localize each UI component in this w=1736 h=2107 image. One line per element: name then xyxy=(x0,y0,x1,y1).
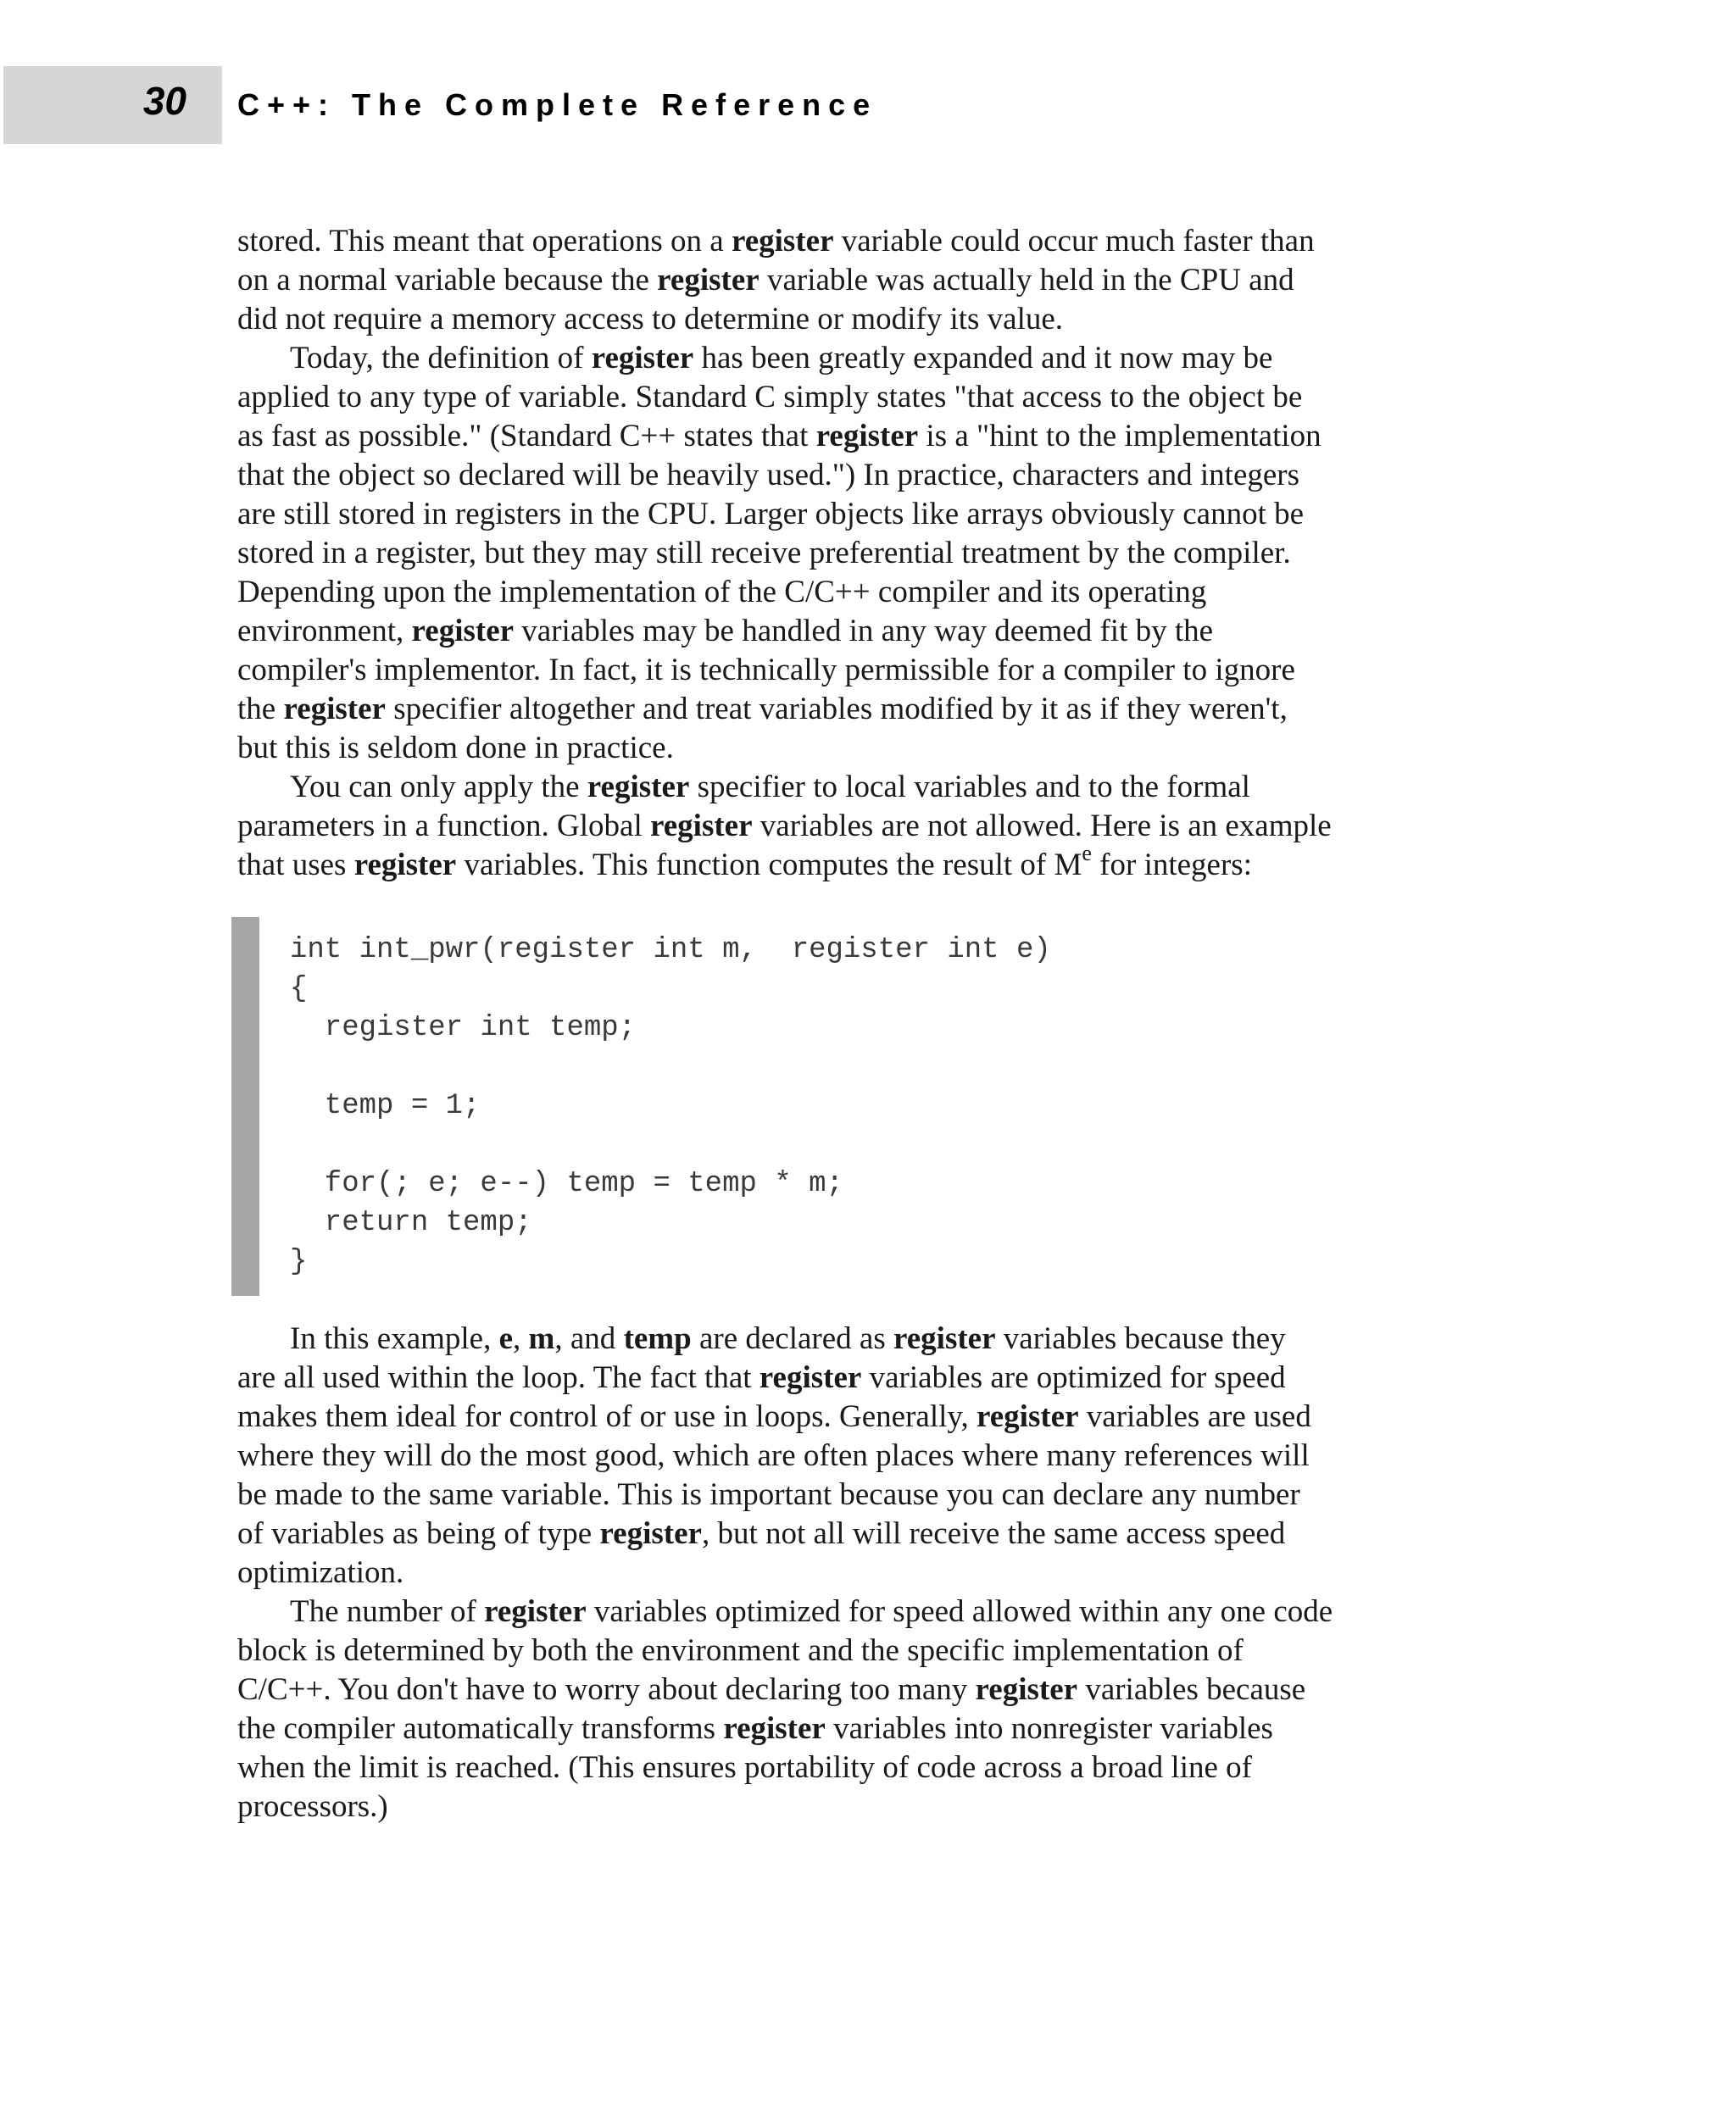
text-line xyxy=(237,651,1492,690)
keyword-bold: register xyxy=(723,1711,826,1746)
text-run: that uses xyxy=(237,848,354,882)
text-run: is a "hint to the implementation xyxy=(918,419,1321,453)
code-line: for(; e; e--) temp = temp * m; xyxy=(290,1168,843,1200)
keyword-bold: register xyxy=(353,848,457,882)
code-line: } xyxy=(290,1246,308,1278)
keyword-bold: register xyxy=(650,809,753,843)
text-run: applied to any type of variable. Standard C simply states "that access to the object be xyxy=(237,380,1303,414)
text-line xyxy=(237,1593,1492,1632)
text-run: variables are optimized for speed xyxy=(861,1360,1286,1395)
body-text-top xyxy=(237,222,1492,885)
text-line xyxy=(237,417,1492,456)
text-run: , and xyxy=(554,1321,624,1356)
text-run: parameters in a function. Global xyxy=(237,809,650,843)
keyword-bold: temp xyxy=(623,1321,692,1356)
page-number: 30 xyxy=(142,79,186,123)
text-run: are declared as xyxy=(691,1321,893,1356)
text-run: where they will do the most good, which are often places where many references will xyxy=(237,1438,1310,1473)
keyword-bold: register xyxy=(893,1321,996,1356)
text-run: You can only apply the xyxy=(290,770,587,804)
text-run: variables because xyxy=(1077,1672,1306,1707)
text-run: are still stored in registers in the CPU. Larger objects like arrays obviously cannot be xyxy=(237,497,1305,531)
keyword-bold: register xyxy=(759,1360,862,1395)
text-line xyxy=(237,1515,1492,1554)
text-line xyxy=(237,729,1492,768)
keyword-bold: register xyxy=(591,341,694,375)
text-run: variable could occur much faster than xyxy=(833,224,1315,259)
text-line xyxy=(237,807,1492,846)
text-run: block is determined by both the environment and the specific implementation of xyxy=(237,1633,1244,1668)
running-head: C++: The Complete Reference xyxy=(237,87,878,122)
keyword-bold: register xyxy=(411,614,515,648)
text-line xyxy=(237,768,1492,807)
code-line: int int_pwr(register int m, register int e) xyxy=(290,934,1051,966)
text-line xyxy=(237,456,1492,495)
code-listing xyxy=(290,931,1051,1281)
text-run: of variables as being of type xyxy=(237,1516,600,1551)
text-line xyxy=(237,1787,1492,1826)
page-number-tab xyxy=(3,66,222,144)
text-run: C/C++. You don't have to worry about declaring too many xyxy=(237,1672,976,1707)
text-run: specifier to local variables and to the formal xyxy=(689,770,1250,804)
text-run: The number of xyxy=(290,1594,485,1629)
keyword-bold: register xyxy=(484,1594,587,1629)
text-run: specifier altogether and treat variables modified by it as if they weren't, xyxy=(385,692,1288,726)
text-run: makes them ideal for control of or use in loops. Generally, xyxy=(237,1399,976,1434)
text-run: compiler's implementor. In fact, it is technically permissible for a compiler to ignore xyxy=(237,653,1295,687)
text-run: variables optimized for speed allowed within any one code xyxy=(586,1594,1333,1629)
text-line xyxy=(237,534,1492,573)
text-line xyxy=(237,1554,1492,1593)
superscript: e xyxy=(1082,840,1092,865)
text-run: variables because they xyxy=(995,1321,1286,1356)
text-run: stored in a register, but they may still receive preferential treatment by the compiler. xyxy=(237,536,1291,570)
text-run: did not require a memory access to determine or modify its value. xyxy=(237,302,1064,336)
text-run: variables into nonregister variables xyxy=(825,1711,1273,1746)
text-run: variable was actually held in the CPU and xyxy=(759,263,1294,297)
text-run: that the object so declared will be heavily used.") In practice, characters and integers xyxy=(237,458,1300,492)
code-line: return temp; xyxy=(290,1207,532,1239)
text-run: when the limit is reached. (This ensures portability of code across a broad line of xyxy=(237,1750,1252,1785)
text-run: processors.) xyxy=(237,1789,388,1824)
code-line: register int temp; xyxy=(290,1012,637,1044)
text-run: variables may be handled in any way deemed fit by the xyxy=(514,614,1214,648)
text-run: stored. This meant that operations on a xyxy=(237,224,732,259)
code-line xyxy=(290,1126,1051,1165)
keyword-bold: register xyxy=(815,419,919,453)
text-line xyxy=(237,1359,1492,1398)
text-line xyxy=(237,1320,1492,1359)
keyword-bold: register xyxy=(976,1399,1079,1434)
code-listing-bar xyxy=(231,917,259,1296)
text-run: , xyxy=(513,1321,529,1356)
text-line xyxy=(237,300,1492,339)
keyword-bold: register xyxy=(283,692,386,726)
text-run: variables. This function computes the result of M xyxy=(456,848,1082,882)
keyword-bold: register xyxy=(975,1672,1078,1707)
text-line xyxy=(237,1710,1492,1748)
text-run: Today, the definition of xyxy=(290,341,592,375)
text-line xyxy=(237,690,1492,729)
text-line xyxy=(237,378,1492,417)
text-line xyxy=(237,612,1492,651)
text-run: environment, xyxy=(237,614,412,648)
text-line xyxy=(237,1437,1492,1476)
text-line xyxy=(237,1748,1492,1787)
keyword-bold: register xyxy=(587,770,690,804)
text-run: optimization. xyxy=(237,1555,404,1590)
text-run: has been greatly expanded and it now may be xyxy=(693,341,1273,375)
text-line xyxy=(237,495,1492,534)
keyword-bold: m xyxy=(528,1321,555,1356)
text-run: the compiler automatically transforms xyxy=(237,1711,724,1746)
text-run: Depending upon the implementation of the C/C++ compiler and its operating xyxy=(237,575,1207,609)
text-run: variables are not allowed. Here is an example xyxy=(752,809,1332,843)
text-run: for integers: xyxy=(1091,848,1252,882)
keyword-bold: register xyxy=(731,224,834,259)
keyword-bold: register xyxy=(599,1516,702,1551)
text-run: but this is seldom done in practice. xyxy=(237,731,674,765)
code-line: temp = 1; xyxy=(290,1090,481,1122)
text-line xyxy=(237,1671,1492,1710)
text-line xyxy=(237,339,1492,378)
body-text-bottom xyxy=(237,1320,1492,1826)
code-line xyxy=(290,1048,1051,1087)
text-run: be made to the same variable. This is important because you can declare any number xyxy=(237,1477,1300,1512)
text-line xyxy=(237,1476,1492,1515)
text-line xyxy=(237,261,1492,300)
text-line xyxy=(237,1632,1492,1671)
text-line xyxy=(237,1398,1492,1437)
text-run: are all used within the loop. The fact that xyxy=(237,1360,760,1395)
text-line xyxy=(237,222,1492,261)
code-line: { xyxy=(290,973,308,1005)
text-run: the xyxy=(237,692,284,726)
text-line xyxy=(237,840,1492,885)
text-run: In this example, xyxy=(290,1321,499,1356)
text-line xyxy=(237,573,1492,612)
keyword-bold: register xyxy=(657,263,760,297)
text-run: variables are used xyxy=(1078,1399,1311,1434)
text-run: as fast as possible." (Standard C++ states that xyxy=(237,419,816,453)
text-run: on a normal variable because the xyxy=(237,263,658,297)
keyword-bold: e xyxy=(498,1321,514,1356)
text-run: , but not all will receive the same access speed xyxy=(701,1516,1286,1551)
